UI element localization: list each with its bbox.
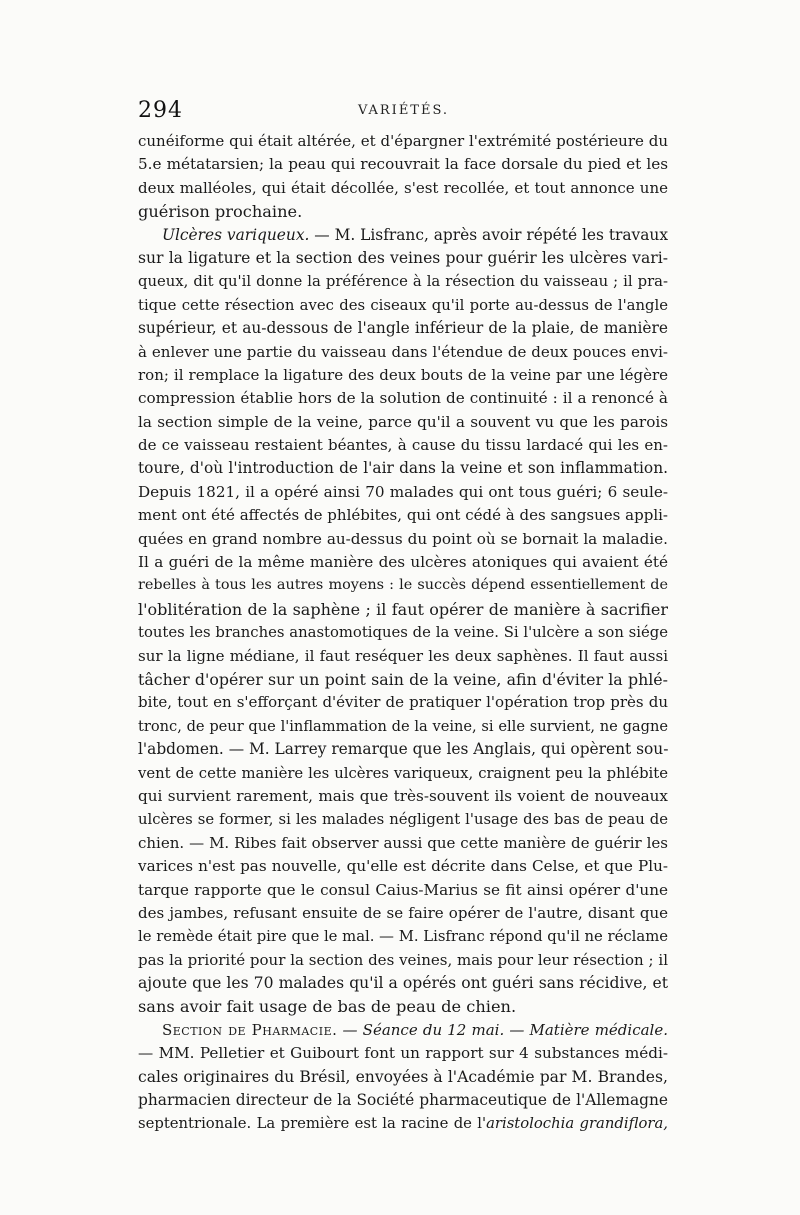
text-line: [138, 808, 668, 831]
text-line: [138, 995, 668, 1018]
text-line: [138, 528, 668, 551]
text-run: Il a guéri de la même manière des ulcères atoniques qui avaient été: [138, 553, 668, 572]
text-line: [138, 270, 668, 293]
text-run: ajoute que les 70 malades qu'il a opérés ont guéri sans récidive, et: [138, 974, 668, 993]
text-run: toutes les branches anastomotiques de la veine. Si l'ulcère a son siége: [138, 624, 668, 642]
text-run: bite, tout en s'efforçant d'éviter de pratiquer l'opération trop près du: [138, 693, 668, 712]
text-line: [138, 481, 668, 504]
text-line: [138, 621, 668, 644]
text-run: supérieur, et au-dessous de l'angle inférieur de la plaie, de manière: [138, 319, 668, 338]
text-run: ment ont été affectés de phlébites, qui ont cédé à des sangsues appli-: [138, 506, 668, 525]
text-run: — M. Lisfranc, après avoir répété les travaux: [309, 225, 668, 244]
text-line: [138, 387, 668, 410]
text-line: [138, 785, 668, 808]
text-run: la section simple de la veine, parce qu'il a souvent vu que les parois: [138, 412, 668, 431]
text-run: tique cette résection avec des ciseaux qu'il porte au-dessus de l'angle: [138, 296, 668, 314]
text-run: varices n'est pas nouvelle, qu'elle est décrite dans Celse, et que Plu-: [138, 857, 668, 876]
text-line: [138, 691, 668, 714]
section-heading-line: [138, 1019, 668, 1042]
text-run: cales originaires du Brésil, envoyées à l'Académie par M. Brandes,: [138, 1067, 668, 1086]
text-line: [138, 177, 668, 200]
text-run: l'oblitération de la saphène ; il faut opérer de manière à sacrifier: [138, 599, 668, 619]
text-line: [138, 972, 668, 995]
section-heading-line: [138, 224, 668, 247]
text-run: pharmacien directeur de la Société pharmaceutique de l'Allemagne: [138, 1091, 668, 1110]
text-run: quées en grand nombre au-dessus du point où se bornait la maladie.: [138, 529, 668, 548]
session-title: — Séance du 12 mai. — Matière médicale.: [337, 1020, 668, 1039]
text-run: qui survient rarement, mais que très-souvent ils voient de nouveaux: [138, 786, 668, 805]
text-line: [138, 832, 668, 855]
text-line: [138, 668, 668, 691]
text-run: sur la ligne médiane, il faut reséquer les deux saphènes. Il faut aussi: [138, 646, 668, 665]
text-run: deux malléoles, qui était décollée, s'est recollée, et tout annonce une: [138, 178, 668, 197]
text-line: [138, 411, 668, 434]
page-number: 294: [138, 98, 183, 123]
text-line: [138, 925, 668, 948]
text-line: [138, 1066, 668, 1089]
text-run: tronc, de peur que l'inflammation de la veine, si elle survient, ne gagne: [138, 717, 668, 735]
text-line: [138, 598, 668, 621]
text-line: [138, 855, 668, 878]
text-line: [138, 457, 668, 480]
text-run: chien. — M. Ribes fait observer aussi que cette manière de guérir les: [138, 833, 668, 852]
text-line: [138, 434, 668, 457]
text-run: à enlever une partie du vaisseau dans l'étendue de deux pouces envi-: [138, 342, 668, 361]
text-run: septentrionale. La première est la racine de l': [138, 1115, 487, 1133]
body-text: [138, 130, 668, 1136]
text-line: [138, 1089, 668, 1112]
text-line: [138, 317, 668, 340]
text-run: le remède était pire que le mal. — M. Lisfranc répond qu'il ne réclame: [138, 928, 668, 946]
text-line: [138, 130, 668, 153]
text-line: [138, 153, 668, 176]
text-line: [138, 902, 668, 925]
text-line: [138, 738, 668, 761]
text-run: 5.e métatarsien; la peau qui recouvrait la face dorsale du pied et les: [138, 155, 668, 174]
text-line: [138, 504, 668, 527]
species-name: aristolochia grandiflora,: [486, 1115, 668, 1133]
text-run: de ce vaisseau restaient béantes, à cause du tissu lardacé qui les en-: [138, 436, 668, 455]
section-title: Ulcères variqueux.: [162, 225, 310, 244]
text-line: [138, 762, 668, 785]
text-run: queux, dit qu'il donne la préférence à la résection du vaisseau ; il pra-: [138, 273, 668, 291]
running-head: VARIÉTÉS.: [358, 103, 450, 118]
text-run: pas la priorité pour la section des veines, mais pour leur résection ; il: [138, 950, 668, 969]
text-line: [138, 879, 668, 902]
text-run: tarque rapporte que le consul Caius-Marius se fit ainsi opérer d'une: [138, 880, 668, 899]
text-run: des jambes, refusant ensuite de se faire opérer de l'autre, disant que: [138, 903, 668, 922]
text-run: — MM. Pelletier et Guibourt font un rapport sur 4 substances médi-: [138, 1044, 668, 1063]
text-run: cunéiforme qui était altérée, et d'épargner l'extrémité postérieure du: [138, 132, 668, 150]
text-line: [138, 294, 668, 317]
text-run: compression établie hors de la solution de continuité : il a renoncé à: [138, 389, 668, 408]
text-run: Depuis 1821, il a opéré ainsi 70 malades qui ont tous guéri; 6 seule-: [138, 482, 668, 501]
text-run: sur la ligature et la section des veines pour guérir les ulcères vari-: [138, 248, 668, 267]
text-line: [138, 200, 668, 223]
text-line: [138, 551, 668, 574]
text-run: ulcères se former, si les malades négligent l'usage des bas de peau de: [138, 811, 668, 829]
text-run: sans avoir fait usage de bas de peau de chien.: [138, 997, 517, 1017]
text-line: [138, 341, 668, 364]
page-header: [138, 98, 668, 126]
text-run: guérison prochaine.: [138, 202, 303, 222]
text-line: [138, 247, 668, 270]
text-run: vent de cette manière les ulcères variqueux, craignent peu la phlébite: [138, 764, 668, 782]
text-line: [138, 1042, 668, 1065]
text-line: [138, 364, 668, 387]
text-line: [138, 949, 668, 972]
text-line: [138, 645, 668, 668]
section-label: Section de Pharmacie.: [162, 1020, 338, 1039]
text-line: [138, 715, 668, 738]
text-line: [138, 574, 668, 597]
text-line: [138, 1112, 668, 1135]
text-run: l'abdomen. — M. Larrey remarque que les Anglais, qui opèrent sou-: [138, 740, 668, 759]
text-run: tâcher d'opérer sur un point sain de la veine, afin d'éviter la phlé-: [138, 669, 668, 689]
text-run: ron; il remplace la ligature des deux bouts de la veine par une légère: [138, 365, 668, 384]
text-run: rebelles à tous les autres moyens : le succès dépend essentiellement de: [138, 577, 668, 594]
text-run: toure, d'où l'introduction de l'air dans la veine et son inflammation.: [138, 459, 668, 478]
